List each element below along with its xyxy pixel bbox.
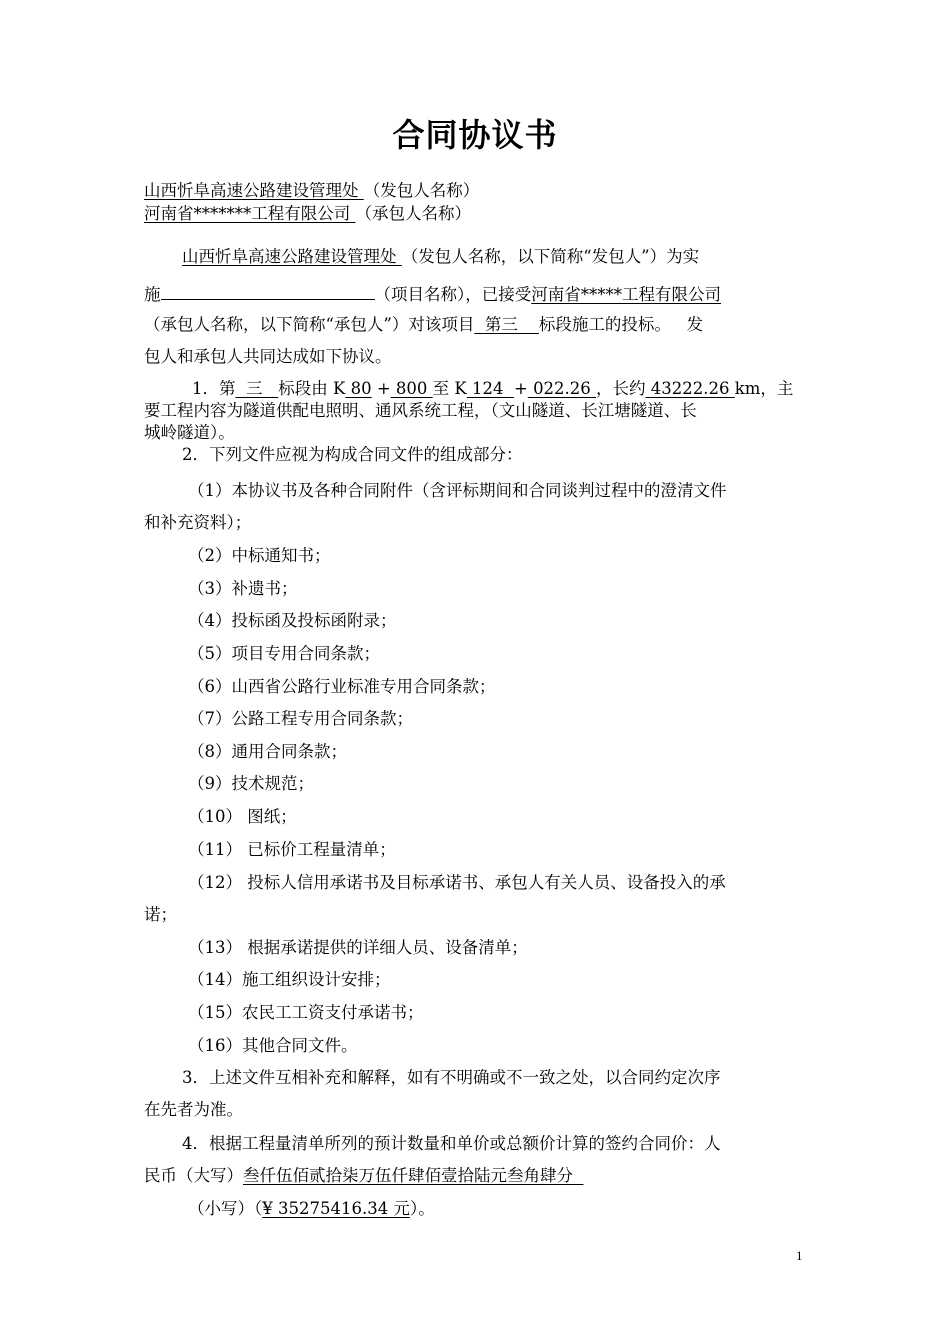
intro-text-5: 标段施工的投标。 — [538, 315, 671, 334]
item1-line-1: 1．第 三 标段由 K 80 + 800 至 K 124 + 022.26 ，长约 43222.26 km，主 — [192, 379, 794, 398]
doc-list-item: （4）投标函及投标函附录； — [188, 611, 397, 630]
doc-list-item: （5）项目专用合同条款； — [188, 644, 380, 663]
doc-list-item: （6）山西省公路行业标准专用合同条款； — [188, 677, 496, 696]
item4-line-3: （小写）（¥ 35275416.34 元）。 — [188, 1199, 435, 1218]
doc-list-item: 和补充资料）； — [144, 513, 252, 532]
intro-text-4: （承包人名称，以下简称“承包人”）对该项目 — [144, 315, 475, 334]
doc-list-item: （9）技术规范； — [188, 774, 314, 793]
item3-line-2: 在先者为准。 — [144, 1100, 243, 1119]
employer-note: （发包人名称） — [363, 181, 480, 200]
doc-list-item: （14）施工组织设计安排； — [188, 970, 391, 989]
intro-employer: 山西忻阜高速公路建设管理处 — [182, 247, 397, 266]
intro-text-6: 发 — [686, 315, 704, 334]
project-name-blank — [161, 281, 375, 300]
doc-list-item: （11） 已标价工程量清单； — [188, 840, 396, 859]
contractor-name: 河南省*******工程有限公司 — [144, 204, 351, 223]
contract-price-number: ¥ 35275416.34 元 — [262, 1199, 410, 1218]
item4-line-2: 民币（大写）叁仟伍佰贰拾柒万伍仟肆佰壹拾陆元叁角肆分 — [144, 1166, 573, 1185]
doc-list-item: （10） 图纸； — [188, 807, 297, 826]
chainage-k4: 022.26 — [533, 379, 591, 398]
doc-list-item: （12） 投标人信用承诺书及目标承诺书、承包人有关人员、设备投入的承 — [188, 873, 726, 892]
doc-list-item: （2）中标通知书； — [188, 546, 331, 565]
intro-line-1 — [182, 246, 804, 268]
employer-line — [144, 180, 804, 202]
intro-line-4: 包人和承包人共同达成如下协议。 — [144, 347, 392, 366]
intro-text-1: （发包人名称，以下简称“发包人”）为实 — [401, 247, 700, 266]
chainage-k2: 800 — [395, 379, 428, 398]
item2-heading: 2．下列文件应视为构成合同文件的组成部分： — [182, 445, 523, 464]
intro-line-3 — [144, 314, 804, 336]
contractor-note: （承包人名称） — [355, 204, 471, 223]
document-title: 合同协议书 — [392, 116, 558, 154]
item1-line-3: 城岭隧道）。 — [144, 423, 235, 442]
item4-line-1: 4．根据工程量清单所列的预计数量和单价或总额价计算的签约合同价：人 — [182, 1134, 721, 1153]
page-number: 1 — [796, 1248, 803, 1263]
item3-line-1: 3．上述文件互相补充和解释，如有不明确或不一致之处，以合同约定次序 — [182, 1068, 721, 1087]
intro-text-2: 施 — [144, 285, 161, 304]
doc-list-item: （8）通用合同条款； — [188, 742, 347, 761]
doc-list-item: （3）补遗书； — [188, 579, 298, 598]
doc-list-item: （1）本协议书及各种合同附件（含评标期间和合同谈判过程中的澄清文件 — [188, 481, 727, 500]
doc-list-item: （13） 根据承诺提供的详细人员、设备清单； — [188, 938, 528, 957]
section-length: 43222.26 — [650, 379, 730, 398]
intro-text-3: （项目名称），已接受 — [374, 285, 532, 304]
doc-list-item: （16）其他合同文件。 — [188, 1036, 358, 1055]
item1-section: 三 — [246, 379, 263, 398]
doc-list-item: （7）公路工程专用合同条款； — [188, 709, 413, 728]
doc-list-item: 诺； — [144, 905, 177, 924]
contractor-line — [144, 203, 804, 225]
chainage-k1: 80 — [350, 379, 372, 398]
doc-list-item: （15）农民工工资支付承诺书； — [188, 1003, 424, 1022]
intro-line-2 — [144, 281, 804, 306]
chainage-k3: 124 — [471, 379, 504, 398]
contract-price-words: 叁仟伍佰贰拾柒万伍仟肆佰壹拾陆元叁角肆分 — [243, 1166, 573, 1185]
employer-name: 山西忻阜高速公路建设管理处 — [144, 181, 359, 200]
intro-contractor: 河南省*****工程有限公司 — [531, 285, 721, 304]
intro-section: 第三 — [484, 315, 518, 334]
item1-line-2: 要工程内容为隧道供配电照明、通风系统工程，（文山隧道、长江塘隧道、长 — [144, 401, 697, 420]
